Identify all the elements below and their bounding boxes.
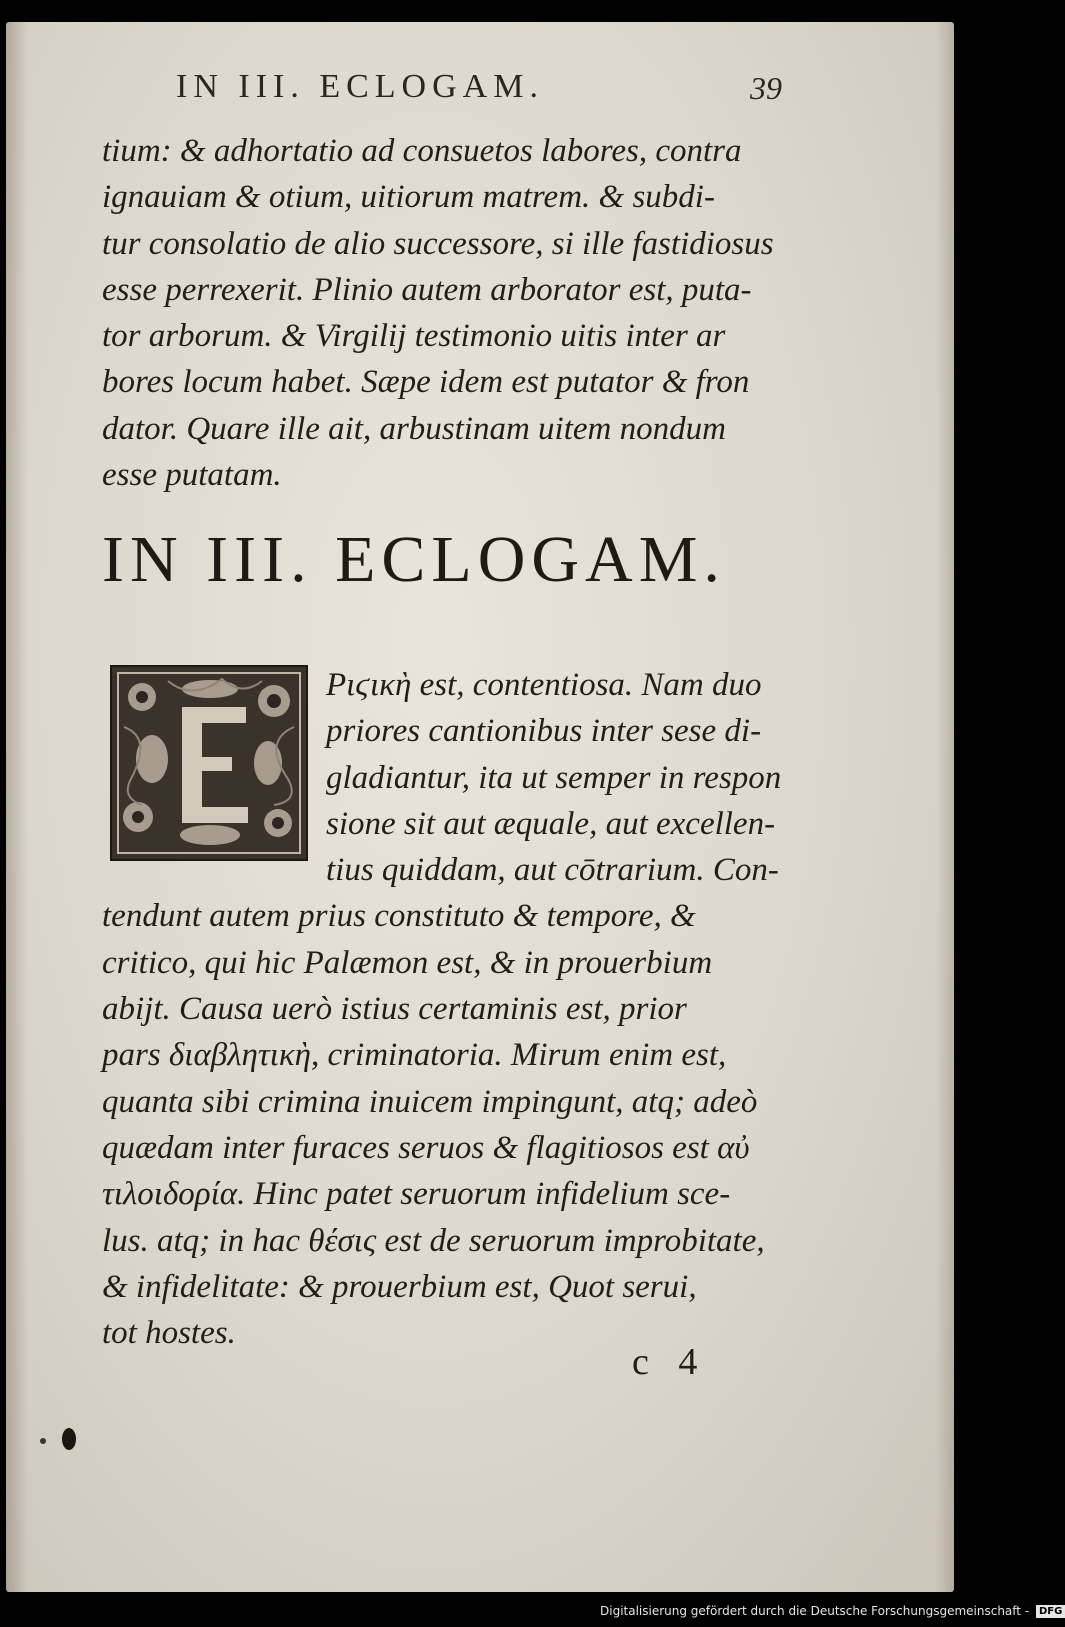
text-line: Ριϛικὴ est, contentiosa. Nam duo (326, 667, 762, 703)
text-line: tius quiddam, aut cōtrarium. Con- (326, 852, 779, 889)
text-line: gladiantur, ita ut semper in respon (326, 759, 782, 796)
section-heading: IN III. ECLOGAM. (102, 523, 726, 596)
page-number: 39 (750, 70, 782, 106)
text-line: tur consolatio de alio successore, si ille fastidiosus (102, 225, 774, 262)
page-edge-shadow (936, 22, 954, 1592)
text-line: abijt. Causa uerò istius certaminis est, prior (102, 991, 687, 1028)
text-line: lus. atq; in hac θέσις est de seruorum improbitate, (102, 1222, 765, 1259)
dfg-logo: DFG (1036, 1605, 1065, 1618)
text-line: tendunt autem prius constituto & tempore, & (102, 898, 696, 935)
text-line: quanta sibi crimina inuicem impingunt, atq; adeò (102, 1083, 758, 1120)
text-line: ignauiam & otium, uitiorum matrem. & subdi- (102, 179, 715, 216)
text-line: tium: & adhortatio ad consuetos labores, contra (102, 133, 742, 169)
text-line: critico, qui hic Palæmon est, & in prouerbium (102, 944, 713, 981)
gutter-shadow (6, 22, 28, 1592)
text-line: tot hostes. (102, 1315, 236, 1352)
text-line: sione sit aut æquale, aut excellen- (326, 805, 776, 842)
body-text-block (102, 662, 822, 1356)
text-line: esse putatam. (102, 457, 282, 494)
book-page (6, 22, 954, 1592)
text-line: quædam inter furaces seruos & flagitiosos est αὐ (102, 1129, 750, 1166)
text-line: priores cantionibus inter sese di- (326, 713, 762, 750)
digitization-credit (600, 1604, 1065, 1618)
text-line: τιλοιδορία. Hinc patet seruorum infidelium sce- (102, 1176, 731, 1213)
text-line: dator. Quare ille ait, arbustinam uitem nondum (102, 410, 726, 447)
text-line: pars διαβλητικὴ, criminatoria. Mirum enim est, (102, 1037, 727, 1074)
running-head-title: IN III. ECLOGAM. (176, 68, 544, 105)
ink-blot (62, 1428, 76, 1450)
signature-mark: c 4 (632, 1341, 708, 1383)
text-line: bores locum habet. Sæpe idem est putator & fron (102, 364, 750, 401)
ink-blot (40, 1438, 46, 1444)
credit-text: Digitalisierung gefördert durch die Deutsche Forschungsgemeinschaft - (600, 1604, 1030, 1618)
text-line: & infidelitate: & prouerbium est, Quot serui, (102, 1268, 697, 1305)
text-line: esse perrexerit. Plinio autem arborator est, puta- (102, 271, 752, 308)
text-line: tor arborum. & Virgilij testimonio uitis inter ar (102, 318, 726, 355)
top-text-block (102, 128, 812, 498)
